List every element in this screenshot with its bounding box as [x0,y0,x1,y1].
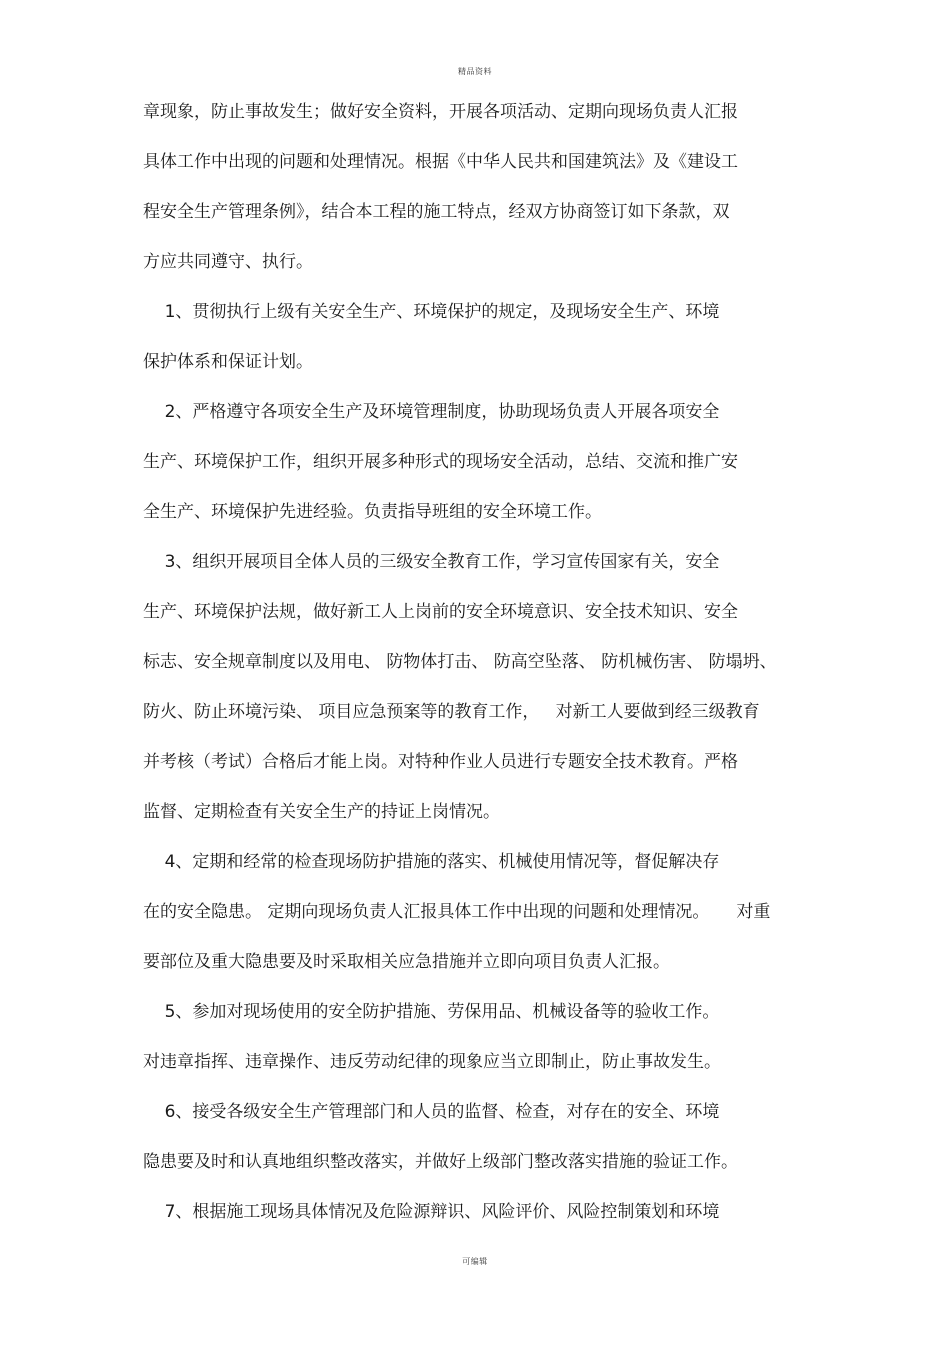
text-line: 6、接受各级安全生产管理部门和人员的监督、检查，对存在的安全、环境 [143,1102,720,1122]
text-line: 1、贯彻执行上级有关安全生产、环境保护的规定，及现场安全生产、环境 [143,302,720,322]
text-line: 标志、安全规章制度以及用电、 防物体打击、 防高空坠落、 防机械伤害、 防塌坍、 [143,652,777,672]
text-line: 要部位及重大隐患要及时采取相关应急措施并立即向项目负责人汇报。 [143,952,670,972]
page-footer-note: 可编辑 [462,1257,488,1266]
text-line: 隐患要及时和认真地组织整改落实，并做好上级部门整改落实措施的验证工作。 [143,1152,738,1172]
text-line: 5、参加对现场使用的安全防护措施、劳保用品、机械设备等的验收工作。 [143,1002,720,1022]
text-line: 生产、环境保护法规，做好新工人上岗前的安全环境意识、安全技术知识、安全 [143,602,738,622]
text-line: 7、根据施工现场具体情况及危险源辩识、风险评价、风险控制策划和环境 [143,1202,720,1222]
text-line: 3、组织开展项目全体人员的三级安全教育工作，学习宣传国家有关，安全 [143,552,720,572]
text-line: 4、定期和经常的检查现场防护措施的落实、机械使用情况等，督促解决存 [143,852,720,872]
text-line: 对违章指挥、违章操作、违反劳动纪律的现象应当立即制止，防止事故发生。 [143,1052,721,1072]
text-line: 保护体系和保证计划。 [143,352,313,372]
text-line: 全生产、环境保护先进经验。负责指导班组的安全环境工作。 [143,502,602,522]
text-line: 程安全生产管理条例》，结合本工程的施工特点，经双方协商签订如下条款，双 [143,202,730,222]
text-line: 在的安全隐患。 定期向现场负责人汇报具体工作中出现的问题和处理情况。 对重 [143,902,771,922]
text-line: 防火、防止环境污染、 项目应急预案等的教育工作， 对新工人要做到经三级教育 [143,702,760,722]
text-line: 生产、环境保护工作，组织开展多种形式的现场安全活动，总结、交流和推广安 [143,452,738,472]
text-line: 章现象，防止事故发生；做好安全资料，开展各项活动、定期向现场负责人汇报 [143,102,738,122]
text-line: 并考核（考试）合格后才能上岗。对特种作业人员进行专题安全技术教育。严格 [143,752,738,772]
text-line: 2、严格遵守各项安全生产及环境管理制度，协助现场负责人开展各项安全 [143,402,720,422]
text-line: 具体工作中出现的问题和处理情况。根据《中华人民共和国建筑法》及《建设工 [143,152,738,172]
page-header-note: 精品资料 [458,67,492,76]
text-line: 方应共同遵守、执行。 [143,252,313,272]
text-line: 监督、定期检查有关安全生产的持证上岗情况。 [143,802,500,822]
